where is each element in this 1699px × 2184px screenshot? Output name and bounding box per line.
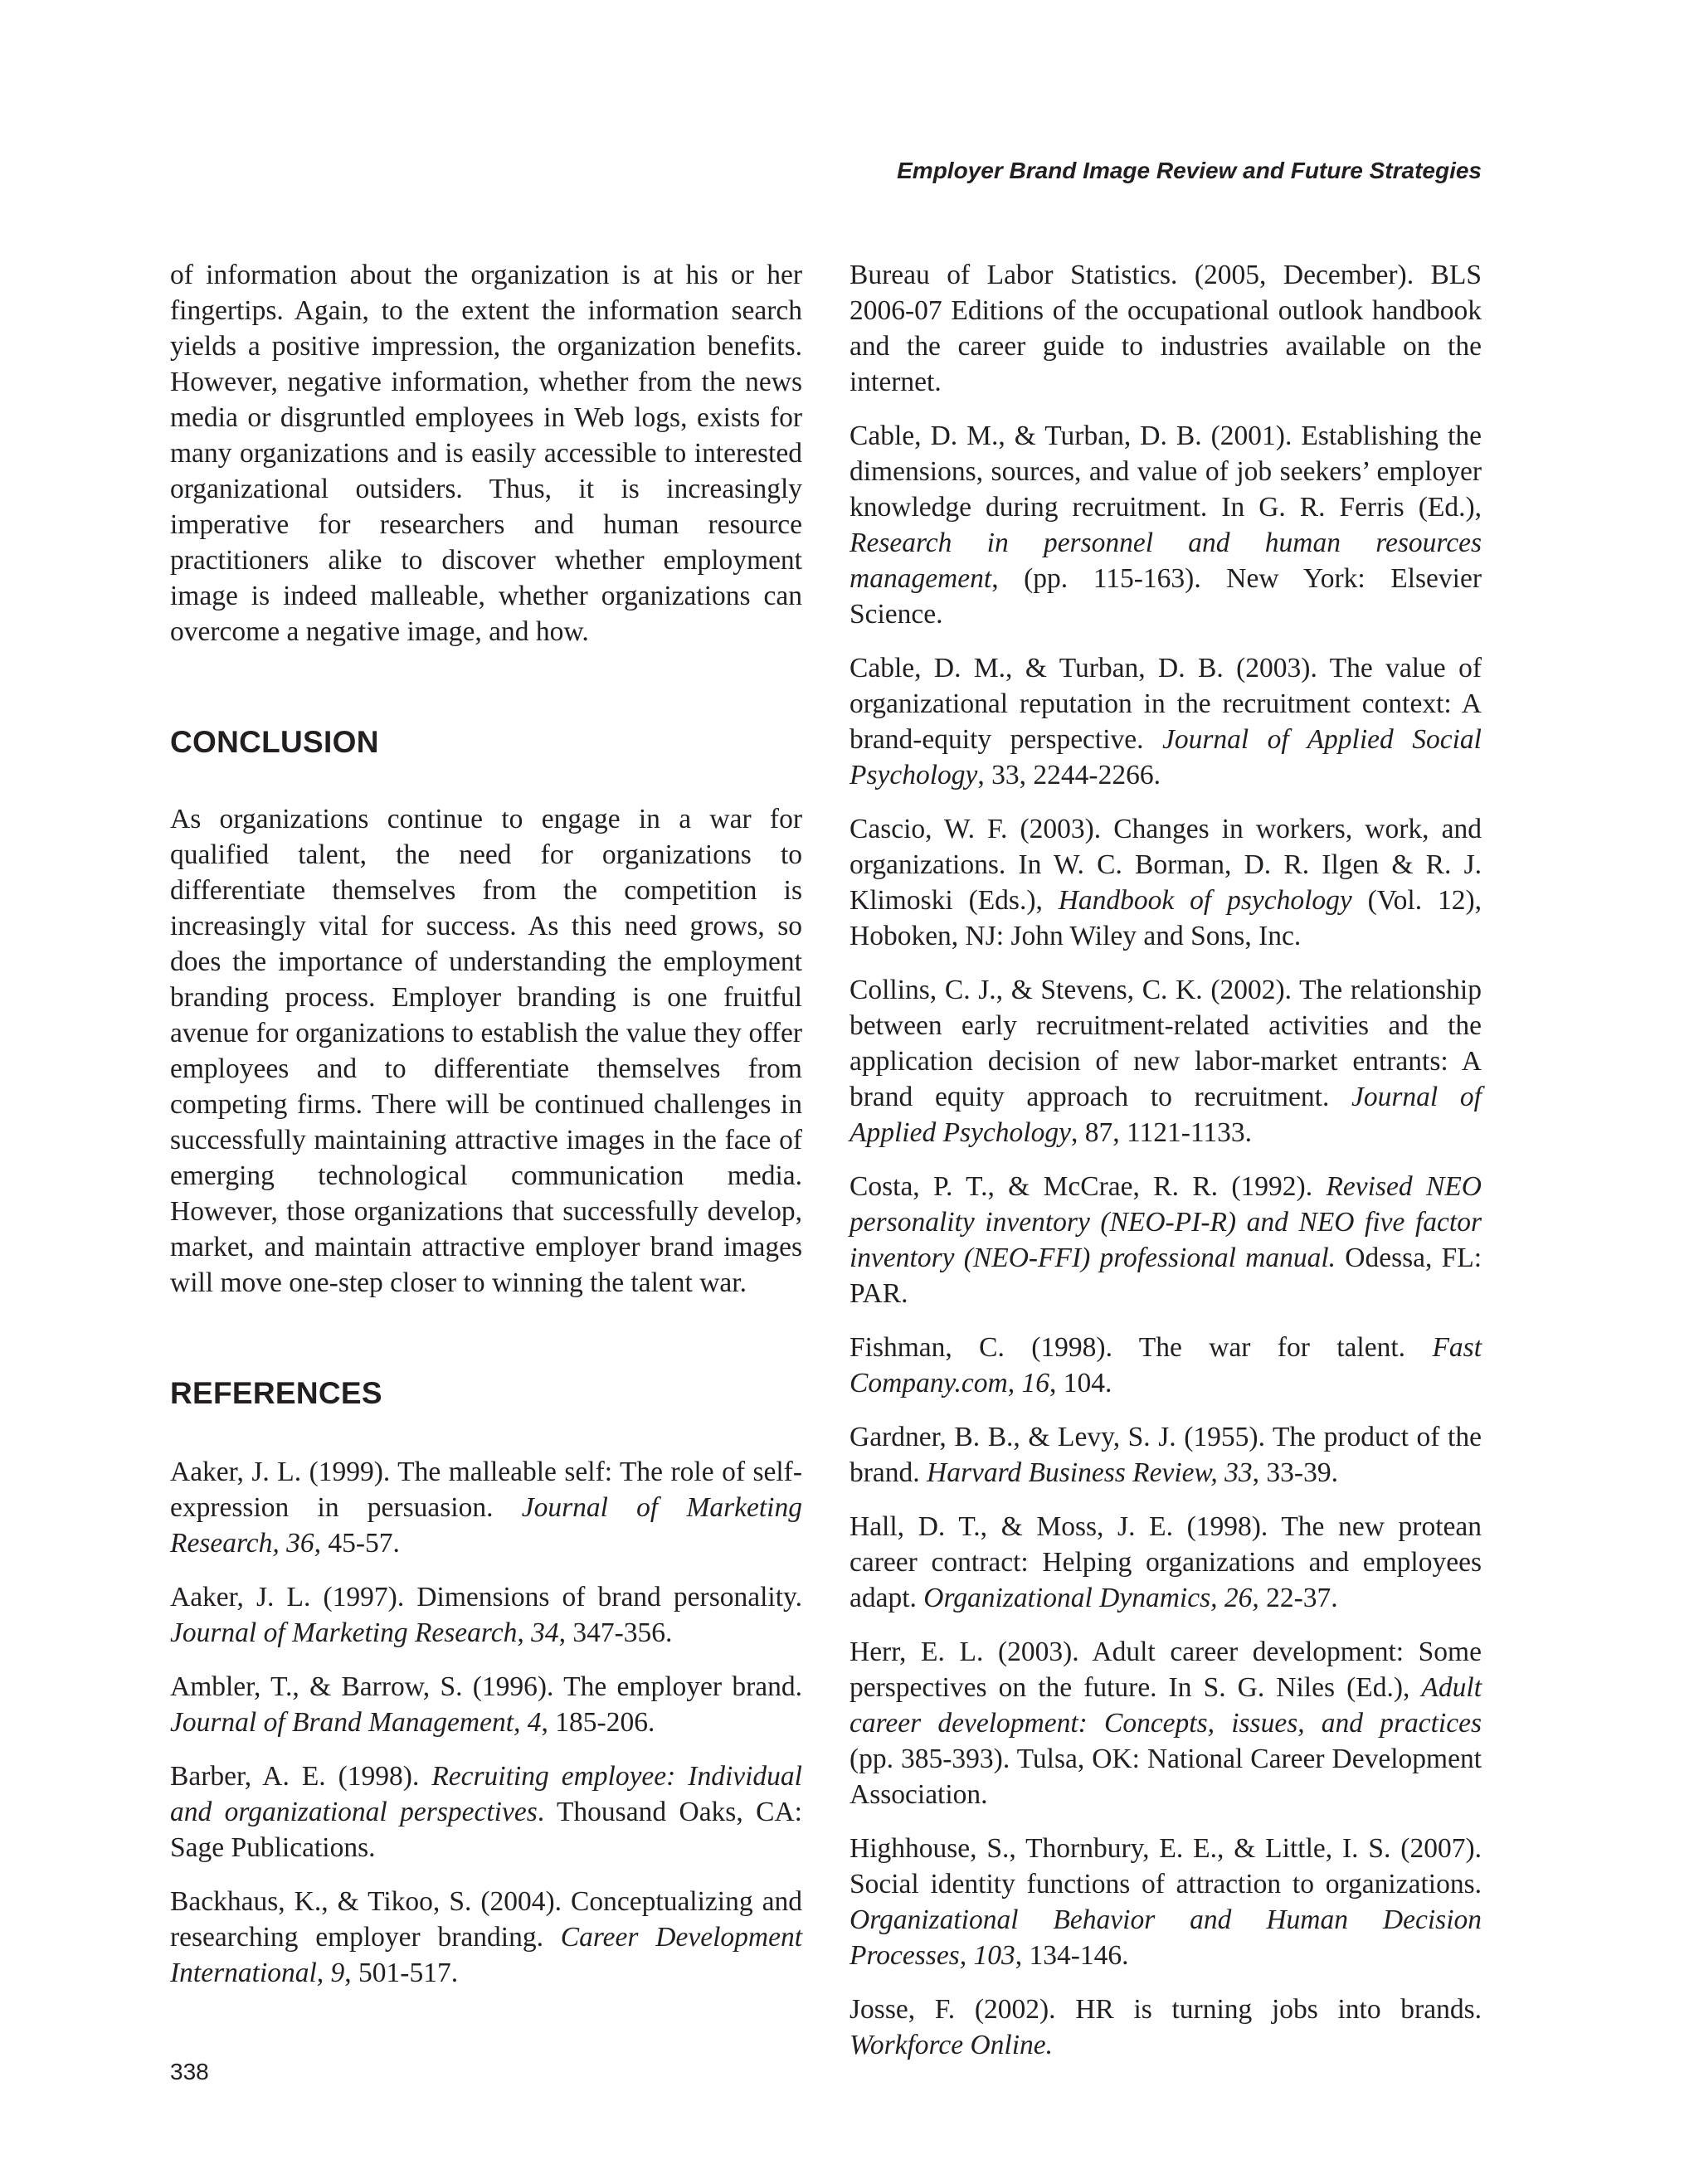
reference-entry: Cable, D. M., & Turban, D. B. (2001). Establishing the dimensions, sources, and value of job seekers’ employer knowledge during recruitment. In G. R. Ferris (Ed.), Research in personnel and human resources management, (pp. 115-163). New York: Elsevier Science. xyxy=(850,421,1482,630)
left-column xyxy=(170,257,802,2009)
reference-entry: Fishman, C. (1998). The war for talent. Fast Company.com, 16, 104. xyxy=(850,1332,1482,1398)
page-number: 338 xyxy=(170,2059,209,2084)
references-list-right xyxy=(850,257,1482,2063)
reference-entry: Josse, F. (2002). HR is turning jobs into brands. Workforce Online. xyxy=(850,1994,1482,2060)
reference-entry: Aaker, J. L. (1999). The malleable self: The role of self-expression in persuasion. Journal of Marketing Research, 36, 45-57. xyxy=(170,1457,802,1559)
right-column xyxy=(850,257,1482,2081)
reference-entry: Herr, E. L. (2003). Adult career development: Some perspectives on the future. In S. G. Niles (Ed.), Adult career development: Concepts, issues, and practices (pp. 385-393). Tulsa, OK: National Career Development Association. xyxy=(850,1637,1482,1810)
reference-entry: Hall, D. T., & Moss, J. E. (1998). The new protean career contract: Helping organizations and employees adapt. Organizational Dynamics, 26, 22-37. xyxy=(850,1511,1482,1613)
reference-entry: Ambler, T., & Barrow, S. (1996). The employer brand. Journal of Brand Management, 4, 185-206. xyxy=(170,1671,802,1738)
reference-entry: Cable, D. M., & Turban, D. B. (2003). The value of organizational reputation in the recruitment context: A brand-equity perspective. Journal of Applied Social Psychology, 33, 2244-2266. xyxy=(850,653,1482,790)
reference-entry: Backhaus, K., & Tikoo, S. (2004). Conceptualizing and researching employer branding. Career Development International, 9, 501-517. xyxy=(170,1886,802,1988)
reference-entry: Collins, C. J., & Stevens, C. K. (2002). The relationship between early recruitment-related activities and the application decision of new labor-market entrants: A brand equity approach to recruitment. Journal of Applied Psychology, 87, 1121-1133. xyxy=(850,975,1482,1148)
running-head-title: Employer Brand Image Review and Future Strategies xyxy=(897,158,1482,183)
intro-paragraph: of information about the organization is at his or her fingertips. Again, to the extent the information search yields a positive impression, the organization benefits. However, negative information, whether from the news media or disgruntled employees in Web logs, exists for many organizations and is easily accessible to interested organizational outsiders. Thus, it is increasingly imperative for researchers and human resource practitioners alike to discover whether employment image is indeed malleable, whether organizations can overcome a negative image, and how. xyxy=(170,260,802,647)
reference-entry: Gardner, B. B., & Levy, S. J. (1955). The product of the brand. Harvard Business Review, 33, 33-39. xyxy=(850,1422,1482,1488)
reference-entry: Barber, A. E. (1998). Recruiting employee: Individual and organizational perspectives. Thousand Oaks, CA: Sage Publications. xyxy=(170,1761,802,1863)
conclusion-paragraph: As organizations continue to engage in a war for qualified talent, the need for organizations to differentiate themselves from the competition is increasingly vital for success. As this need grows, so does the importance of understanding the employment branding process. Employer branding is one fruitful avenue for organizations to establish the value they offer employees and to differentiate themselves from competing firms. There will be continued challenges in successfully maintaining attractive images in the face of emerging technological communication media. However, those organizations that successfully develop, market, and maintain attractive employer brand images will move one-step closer to winning the talent war. xyxy=(170,804,802,1298)
reference-entry: Highhouse, S., Thornbury, E. E., & Little, I. S. (2007). Social identity functions of attraction to organizations. Organizational Behavior and Human Decision Processes, 103, 134-146. xyxy=(850,1833,1482,1971)
reference-entry: Bureau of Labor Statistics. (2005, December). BLS 2006-07 Editions of the occupational outlook handbook and the career guide to industries available on the internet. xyxy=(850,260,1482,397)
conclusion-heading: CONCLUSION xyxy=(170,725,379,759)
reference-entry: Aaker, J. L. (1997). Dimensions of brand personality. Journal of Marketing Research, 34, 347-356. xyxy=(170,1582,802,1648)
reference-entry: Costa, P. T., & McCrae, R. R. (1992). Revised NEO personality inventory (NEO-PI-R) and NEO five factor inventory (NEO-FFI) professional manual. Odessa, FL: PAR. xyxy=(850,1171,1482,1309)
reference-entry: Cascio, W. F. (2003). Changes in workers, work, and organizations. In W. C. Borman, D. R. Ilgen & R. J. Klimoski (Eds.), Handbook of psychology (Vol. 12), Hoboken, NJ: John Wiley and Sons, Inc. xyxy=(850,814,1482,951)
references-list-left xyxy=(170,1454,802,1991)
references-heading: REFERENCES xyxy=(170,1376,382,1410)
